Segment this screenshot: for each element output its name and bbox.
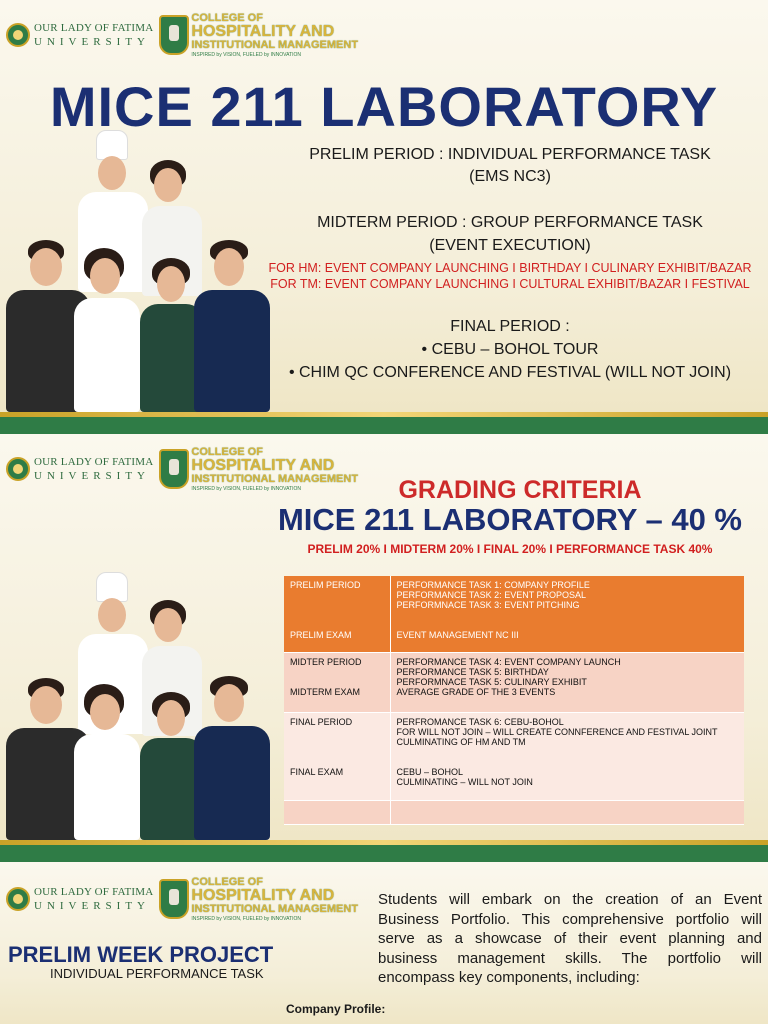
final-item: • CEBU – BOHOL TOUR [421, 341, 599, 358]
university-seal-icon [6, 23, 30, 47]
college-crest-icon [159, 879, 189, 919]
grading-criteria-heading: GRADING CRITERIA [398, 476, 642, 504]
college-crest-icon [159, 15, 189, 55]
college-crest-icon [159, 449, 189, 489]
slide-title: MICE 211 LABORATORY [49, 75, 719, 138]
hm-events: FOR HM: EVENT COMPANY LAUNCHING I BIRTHDAY I CULINARY EXHIBIT/BAZAR [268, 261, 752, 275]
company-profile-label: Company Profile: [286, 1002, 386, 1016]
header-logos [6, 874, 358, 924]
final-item: • CHIM QC CONFERENCE AND FESTIVAL (WILL NOT JOIN) [288, 364, 732, 381]
college-wordmark: COLLEGE OF HOSPITALITY AND INSTITUTIONAL MANAGEMENT INSPIRED by VISION, FUELED by INNOVATION [191, 11, 359, 58]
tm-events: FOR TM: EVENT COMPANY LAUNCHING I CULTURAL EXHIBIT/BAZAR I FESTIVAL [270, 277, 750, 291]
students-photo [0, 564, 290, 840]
project-subtitle: INDIVIDUAL PERFORMANCE TASK [50, 966, 264, 981]
university-wordmark: OUR LADY OF FATIMA UNIVERSITY [34, 455, 154, 482]
project-title: PRELIM WEEK PROJECT [8, 942, 274, 967]
slide-3 [0, 862, 768, 1024]
final-period: FINAL PERIOD : [450, 318, 570, 335]
university-wordmark: OUR LADY OF FATIMA UNIVERSITY [34, 21, 154, 48]
university-wordmark: OUR LADY OF FATIMA UNIVERSITY [34, 885, 154, 912]
table-row: MIDTER PERIOD MIDTERM EXAM PERFORMANCE TASK 4: EVENT COMPANY LAUNCH PERFORMANCE TASK 5: BIRTHDAY PERFORMNACE TASK 5: CULINARY EXHIBIT AVERAGE GRADE OF THE 3 EVENTS [284, 652, 744, 712]
table-row: PRELIM PERIOD PRELIM EXAM PERFORMANCE TASK 1: COMPANY PROFILE PERFORMANCE TASK 2: EVENT PROPOSAL PERFORMNACE TASK 3: EVENT PITCHING EVENT MANAGEMENT NC III [284, 576, 744, 652]
grade-breakdown: PRELIM 20% I MIDTERM 20% I FINAL 20% I PERFORMANCE TASK 40% [307, 542, 713, 556]
table-row [284, 800, 744, 824]
midterm-period-detail: (EVENT EXECUTION) [429, 237, 591, 254]
prelim-period: PRELIM PERIOD : INDIVIDUAL PERFORMANCE TASK [309, 146, 711, 163]
slide-1 [0, 0, 768, 412]
table-row: FINAL PERIOD FINAL EXAM PERFROMANCE TASK 6: CEBU-BOHOL FOR WILL NOT JOIN – WILL CREATE CONNFERENCE AND FESTIVAL JOINT CULMINATING OF HM AND TM CEBU – BOHOL CULMINATING – WILL NOT JOIN [284, 712, 744, 800]
college-wordmark: COLLEGE OF HOSPITALITY AND INSTITUTIONAL MANAGEMENT INSPIRED by VISION, FUELED by INNOVATION [191, 445, 359, 492]
students-photo [0, 130, 290, 412]
university-seal-icon [6, 457, 30, 481]
project-description: Students will embark on the creation of an Event Business Portfolio. This comprehensive portfolio will serve as a showcase of their event planning and business management skills. The portfolio will encompass key components, including: [378, 891, 762, 986]
slide-divider [0, 412, 768, 434]
header-logos [6, 10, 358, 60]
slide-2 [0, 434, 768, 840]
grading-table [284, 576, 744, 825]
university-seal-icon [6, 887, 30, 911]
midterm-period: MIDTERM PERIOD : GROUP PERFORMANCE TASK [317, 214, 703, 231]
prelim-period-detail: (EMS NC3) [469, 168, 551, 185]
slide-title: MICE 211 LABORATORY – 40 % [277, 502, 742, 537]
college-wordmark: COLLEGE OF HOSPITALITY AND INSTITUTIONAL MANAGEMENT INSPIRED by VISION, FUELED by INNOVATION [191, 875, 359, 922]
slide-divider [0, 840, 768, 862]
